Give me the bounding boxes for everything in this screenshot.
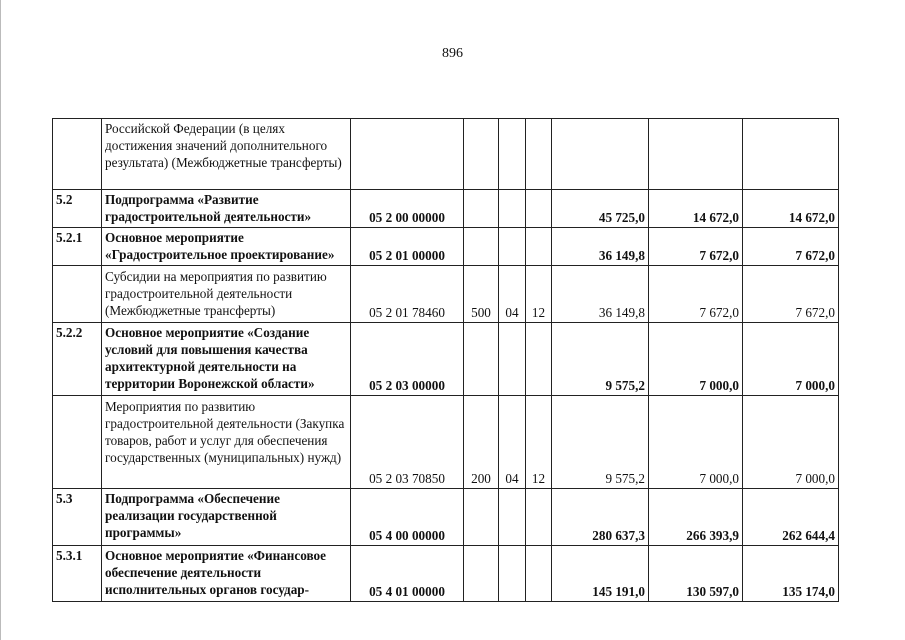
row-code xyxy=(351,119,464,190)
row-year1 xyxy=(552,119,649,190)
row-name: Основное мероприятие «Финансовое обеспечение деятельности исполнительных органов государ- xyxy=(102,546,351,602)
row-code: 05 2 00 00000 xyxy=(351,190,464,228)
row-name: Основное мероприятие «Создание условий для повышения качества архитектурной деятельности на территории Воронежской области» xyxy=(102,323,351,396)
row-pr xyxy=(526,228,552,266)
row-name: Основное мероприятие «Градостроительное проектирование» xyxy=(102,228,351,266)
row-number xyxy=(53,396,102,489)
row-year1: 280 637,3 xyxy=(552,489,649,546)
row-vr xyxy=(464,228,499,266)
row-code: 05 2 03 00000 xyxy=(351,323,464,396)
row-year1: 36 149,8 xyxy=(552,266,649,323)
row-year1: 9 575,2 xyxy=(552,323,649,396)
row-code: 05 2 01 78460 xyxy=(351,266,464,323)
row-vr: 500 xyxy=(464,266,499,323)
table-row xyxy=(53,228,839,266)
row-year3 xyxy=(743,119,839,190)
row-year1: 9 575,2 xyxy=(552,396,649,489)
row-code: 05 2 03 70850 xyxy=(351,396,464,489)
table-row xyxy=(53,119,839,190)
row-year1: 45 725,0 xyxy=(552,190,649,228)
row-year2: 7 672,0 xyxy=(649,266,743,323)
row-name: Подпрограмма «Обеспечение реализации государственной программы» xyxy=(102,489,351,546)
row-year3: 14 672,0 xyxy=(743,190,839,228)
table-row xyxy=(53,323,839,396)
row-pr: 12 xyxy=(526,266,552,323)
row-year3: 135 174,0 xyxy=(743,546,839,602)
row-pr: 12 xyxy=(526,396,552,489)
row-year2: 7 000,0 xyxy=(649,396,743,489)
row-number: 5.2 xyxy=(53,190,102,228)
row-number: 5.3 xyxy=(53,489,102,546)
budget-table xyxy=(52,118,839,602)
row-number xyxy=(53,266,102,323)
row-rz xyxy=(499,119,526,190)
scan-edge-line xyxy=(0,0,1,640)
table-row xyxy=(53,396,839,489)
row-rz xyxy=(499,228,526,266)
row-vr xyxy=(464,190,499,228)
row-vr xyxy=(464,323,499,396)
row-year2 xyxy=(649,119,743,190)
row-vr xyxy=(464,489,499,546)
row-number: 5.3.1 xyxy=(53,546,102,602)
row-year2: 130 597,0 xyxy=(649,546,743,602)
row-code: 05 2 01 00000 xyxy=(351,228,464,266)
row-year3: 7 672,0 xyxy=(743,228,839,266)
row-code: 05 4 00 00000 xyxy=(351,489,464,546)
row-pr xyxy=(526,323,552,396)
row-rz xyxy=(499,190,526,228)
row-name: Субсидии на мероприятия по развитию градостроительной деятельности (Межбюджетные трансферты) xyxy=(102,266,351,323)
row-vr: 200 xyxy=(464,396,499,489)
row-year3: 262 644,4 xyxy=(743,489,839,546)
row-pr xyxy=(526,190,552,228)
row-pr xyxy=(526,119,552,190)
row-rz: 04 xyxy=(499,396,526,489)
row-year1: 145 191,0 xyxy=(552,546,649,602)
row-name: Мероприятия по развитию градостроительной деятельности (Закупка товаров, работ и услуг для обеспечения государственных (муниципальных) нужд) xyxy=(102,396,351,489)
row-number: 5.2.1 xyxy=(53,228,102,266)
row-year2: 7 000,0 xyxy=(649,323,743,396)
table-row xyxy=(53,266,839,323)
table-row xyxy=(53,190,839,228)
row-rz: 04 xyxy=(499,266,526,323)
row-rz xyxy=(499,489,526,546)
row-vr xyxy=(464,546,499,602)
row-number: 5.2.2 xyxy=(53,323,102,396)
row-name: Подпрограмма «Развитие градостроительной деятельности» xyxy=(102,190,351,228)
row-year3: 7 000,0 xyxy=(743,396,839,489)
row-vr xyxy=(464,119,499,190)
page-number: 896 xyxy=(442,46,463,61)
row-rz xyxy=(499,323,526,396)
table-row xyxy=(53,489,839,546)
table-row xyxy=(53,546,839,602)
row-rz xyxy=(499,546,526,602)
row-year2: 14 672,0 xyxy=(649,190,743,228)
row-year2: 266 393,9 xyxy=(649,489,743,546)
row-name: Российской Федерации (в целях достижения значений дополнительного результата) (Межбюджетные трансферты) xyxy=(102,119,351,190)
row-pr xyxy=(526,489,552,546)
row-number xyxy=(53,119,102,190)
row-code: 05 4 01 00000 xyxy=(351,546,464,602)
row-year3: 7 672,0 xyxy=(743,266,839,323)
row-year1: 36 149,8 xyxy=(552,228,649,266)
row-pr xyxy=(526,546,552,602)
row-year3: 7 000,0 xyxy=(743,323,839,396)
row-year2: 7 672,0 xyxy=(649,228,743,266)
